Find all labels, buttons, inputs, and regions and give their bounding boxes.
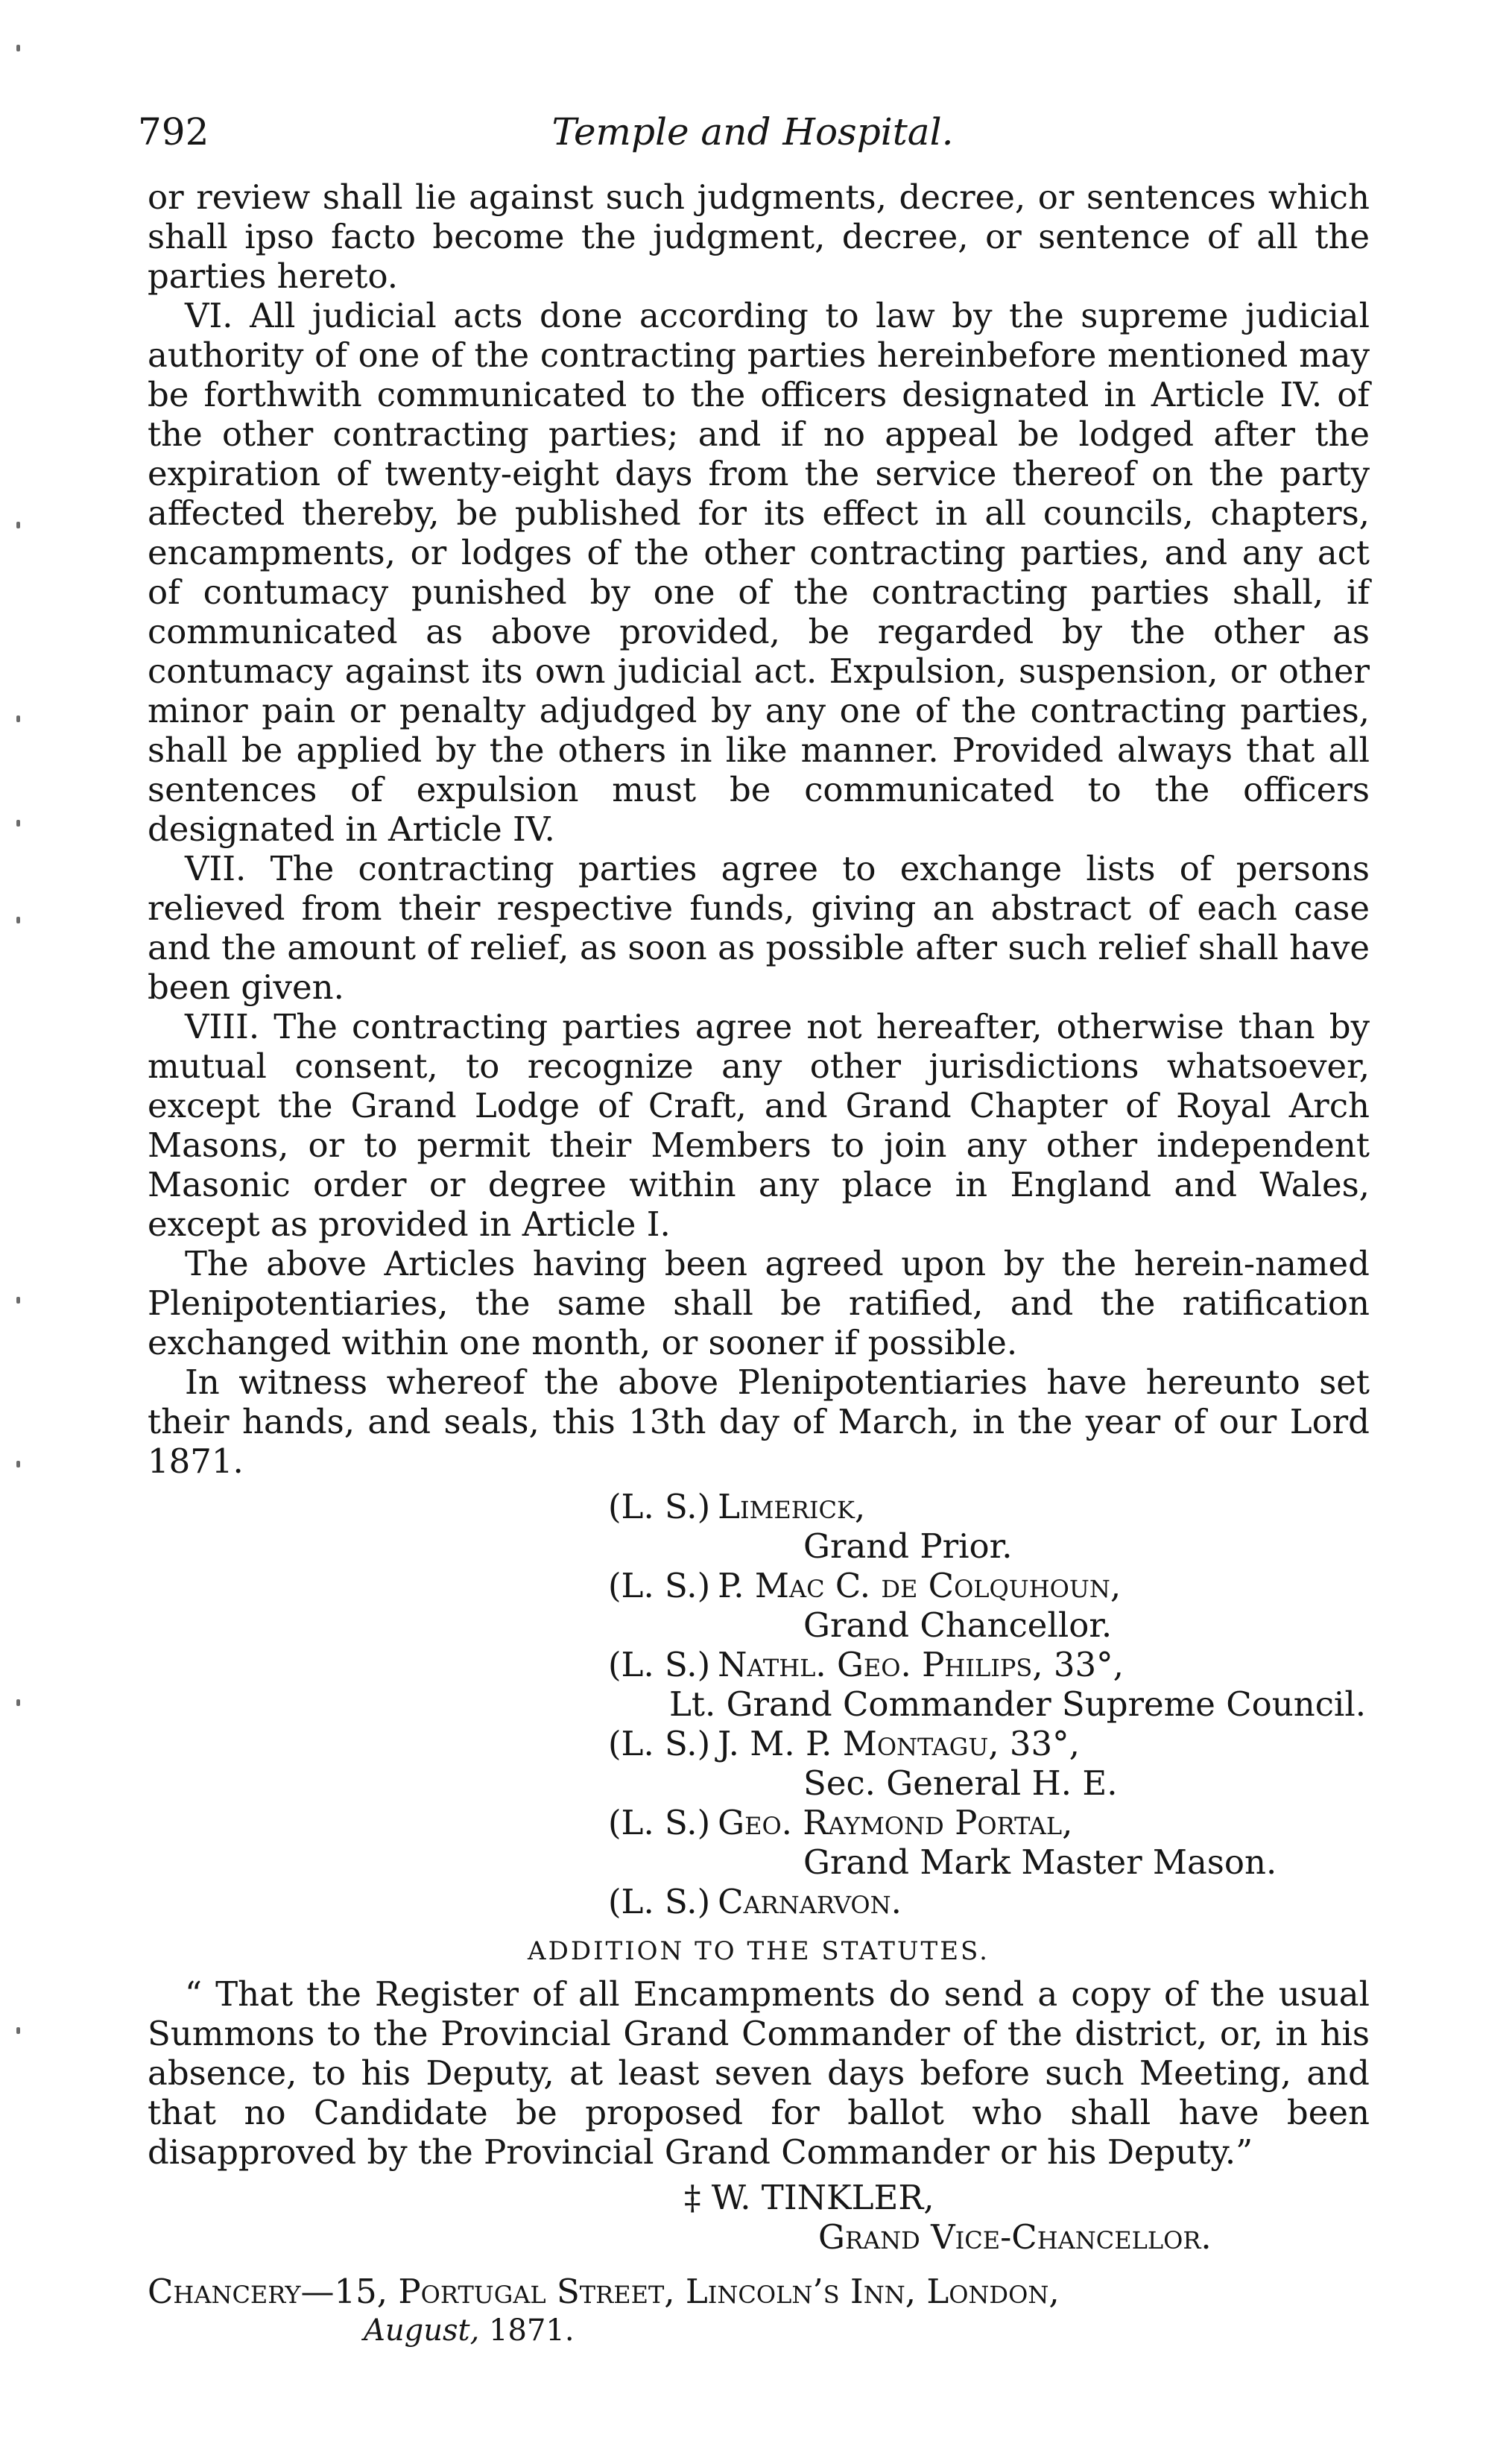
seal-mark: (L. S.) [608, 1487, 711, 1526]
article-vii: VII. The contracting parties agree to exchange lists of persons relieved from their respective funds, giving an abstract of each case and the amount of relief, as soon as possible after such relief shall have been given. [148, 849, 1370, 1007]
seal-mark: (L. S.) [608, 1882, 711, 1921]
signature-philips [148, 1645, 1370, 1724]
seal-mark: (L. S.) [608, 1803, 711, 1842]
seal-mark: (L. S.) [608, 1566, 711, 1605]
signatory-name: Limerick, [718, 1487, 866, 1526]
running-title: Temple and Hospital. [551, 110, 954, 154]
signer-name: ‡ W. TINKLER, [684, 2178, 934, 2217]
signatory-role: Sec. General H. E. [803, 1763, 1118, 1803]
seal-mark: (L. S.) [608, 1724, 711, 1763]
chancery-address: Chancery—15, Portugal Street, Lincoln’s Inn, London, [148, 2272, 1060, 2311]
signature-colquhoun [148, 1566, 1370, 1645]
page-number: 792 [138, 110, 209, 154]
date-year: 1871. [489, 2313, 575, 2348]
signature-carnarvon [148, 1882, 1370, 1921]
section-heading: ADDITION TO THE STATUTES. [528, 1936, 990, 1966]
signatory-role: Grand Mark Master Mason. [803, 1842, 1277, 1882]
signatory-name: J. M. P. Montagu, 33°, [718, 1724, 1080, 1763]
statute-text: “ That the Register of all Encampments do send a copy of the usual Summons to the Provincial Grand Commander of the district, or, in his absence, to his Deputy, at least seven days before such Meeting, and that no Candidate be proposed for ballot who shall have been disapproved by the Provincial Grand Commander or his Deputy.” [148, 1974, 1370, 2172]
signatory-role: Grand Prior. [803, 1526, 1013, 1566]
statute-signature [148, 2178, 1370, 2257]
signer-role: Grand Vice-Chancellor. [818, 2217, 1212, 2257]
paragraph-continuation: or review shall lie against such judgments, decree, or sentences which shall ipso facto become the judgment, decree, or sentence of all the parties hereto. [148, 177, 1370, 296]
seal-mark: (L. S.) [608, 1645, 711, 1684]
signatory-name: Geo. Raymond Portal, [718, 1803, 1073, 1842]
article-viii: VIII. The contracting parties agree not hereafter, otherwise than by mutual consent, to recognize any other jurisdictions whatsoever, except the Grand Lodge of Craft, and Grand Chapter of Royal Arch Masons, or to permit their Members to join any other independent Masonic order or degree within any place in England and Wales, except as provided in Article I. [148, 1007, 1370, 1244]
signatory-role: Lt. Grand Commander Supreme Council. [669, 1684, 1367, 1724]
dateline [364, 2311, 1370, 2351]
signature-montagu [148, 1724, 1370, 1803]
date-month: August, [364, 2313, 480, 2348]
signatory-name: Carnarvon. [718, 1882, 902, 1921]
signature-portal [148, 1803, 1370, 1882]
witness-paragraph: In witness whereof the above Plenipotentiaries have hereunto set their hands, and seals, this 13th day of March, in the year of our Lord 1871. [148, 1362, 1370, 1481]
article-vi: VI. All judicial acts done according to law by the supreme judicial authority of one of the contracting parties hereinbefore mentioned may be forthwith communicated to the officers designated in Article IV. of the other contracting parties; and if no appeal be lodged after the expiration of twenty-eight days from the service thereof on the party affected thereby, be published for its effect in all councils, chapters, encampments, or lodges of the other contracting parties, and any act of contumacy punished by one of the contracting parties shall, if communicated as above provided, be regarded by the other as contumacy against its own judicial act. Expulsion, suspension, or other minor pain or penalty adjudged by any one of the contracting parties, shall be applied by the others in like manner. Provided always that all sentences of expulsion must be communicated to the officers designated in Article IV. [148, 296, 1370, 849]
main-text [148, 177, 1370, 2351]
margin-specks [0, 0, 45, 2458]
signatory-name: P. Mac C. de Colquhoun, [718, 1566, 1122, 1605]
signature-block [148, 1487, 1370, 1921]
ratification-paragraph: The above Articles having been agreed upon by the herein-named Plenipotentiaries, the same shall be ratified, and the ratification exchanged within one month, or sooner if possible. [148, 1244, 1370, 1362]
signatory-name: Nathl. Geo. Philips, 33°, [718, 1645, 1124, 1684]
running-header [138, 110, 1367, 170]
signature-limerick [148, 1487, 1370, 1566]
signatory-role: Grand Chancellor. [803, 1605, 1113, 1645]
